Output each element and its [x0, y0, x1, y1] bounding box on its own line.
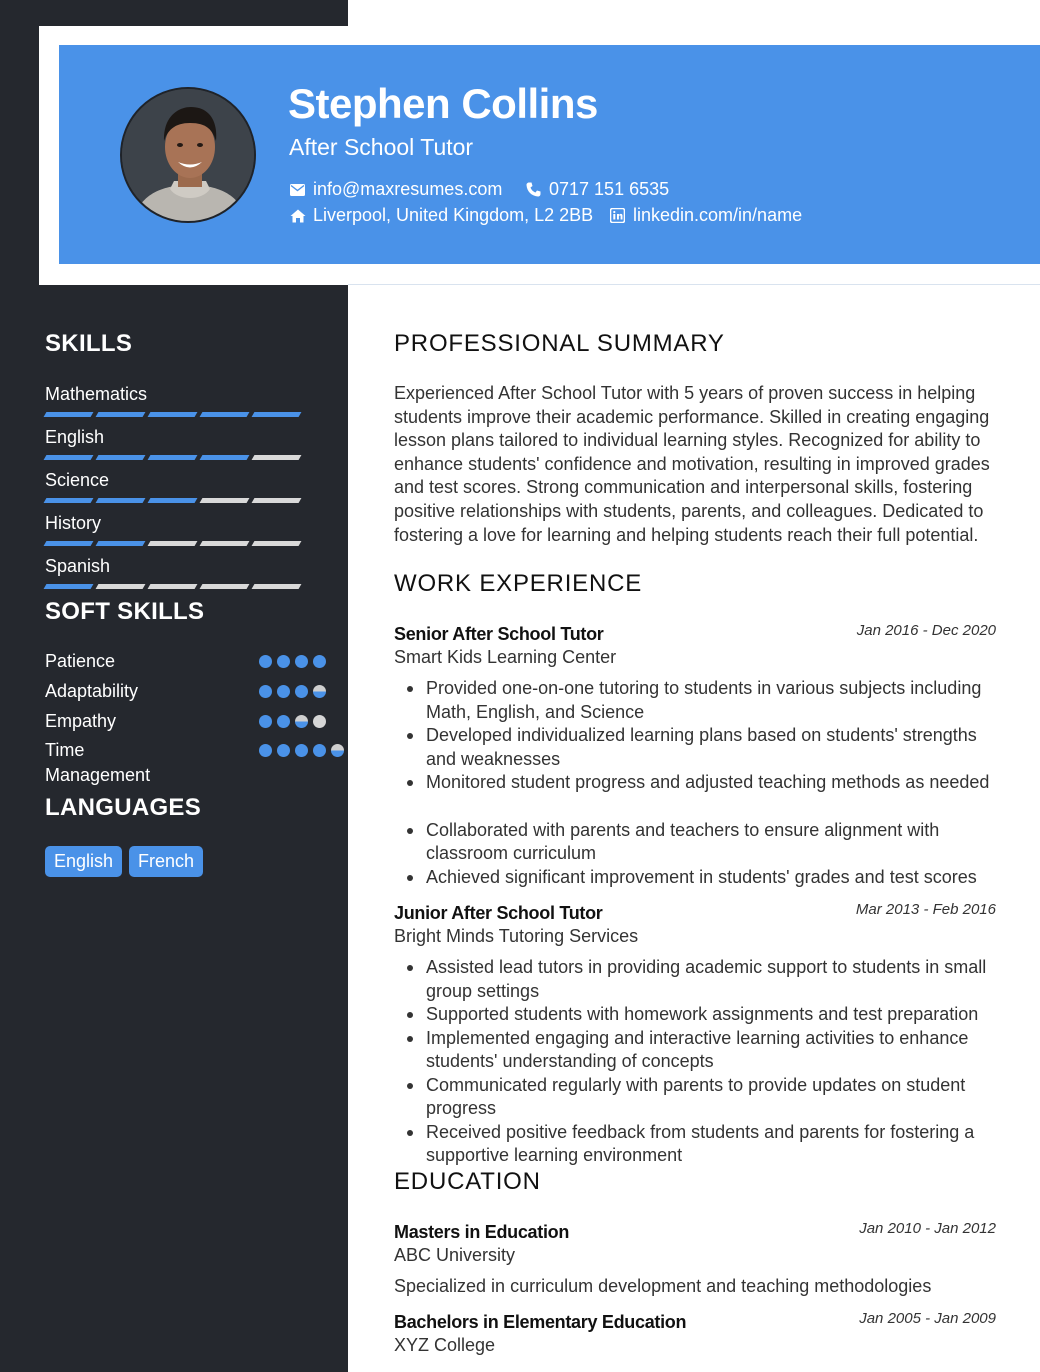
skill-item [45, 469, 305, 503]
soft-skill-dot [295, 744, 308, 757]
linkedin-icon [609, 207, 626, 224]
skill-level-bar [96, 412, 146, 417]
list-item: Achieved significant improvement in students' grades and test scores [426, 866, 1004, 890]
education-dates: Jan 2005 - Jan 2009 [859, 1310, 996, 1327]
soft-skill-name: Time [45, 740, 85, 760]
contact-phone[interactable] [525, 179, 669, 200]
skill-level-bar [252, 541, 302, 546]
contact-location [289, 205, 593, 226]
skill-level-bar [252, 584, 302, 589]
education-header [394, 1222, 996, 1266]
phone-icon [525, 181, 542, 198]
degree-name: Bachelors in Elementary Education [394, 1312, 687, 1332]
skill-item [45, 426, 305, 460]
skill-level-bar [148, 584, 198, 589]
school-name: ABC University [394, 1245, 516, 1265]
soft-skill-dots [259, 744, 344, 757]
candidate-title: After School Tutor [289, 134, 474, 160]
list-item: Implemented engaging and interactive learning activities to enhance students' understanding of concepts [426, 1027, 1004, 1074]
soft-skill-dot [259, 685, 272, 698]
contact-linkedin[interactable] [609, 205, 802, 226]
list-item: Assisted lead tutors in providing academic support to students in small group settings [426, 956, 1004, 1003]
soft-skill-name: Empathy [45, 711, 117, 731]
soft-skills-heading: SOFT SKILLS [45, 598, 205, 625]
soft-skill-dot [277, 655, 290, 668]
skill-name: History [45, 513, 102, 533]
job-company: Smart Kids Learning Center [394, 647, 617, 667]
skills-heading: SKILLS [45, 330, 133, 357]
contact-email[interactable] [289, 179, 502, 200]
skill-level-bars [45, 498, 305, 503]
degree-name: Masters in Education [394, 1222, 570, 1242]
soft-skill-item [45, 650, 295, 672]
skill-level-bar [44, 498, 94, 503]
education-header [394, 1312, 996, 1356]
skill-level-bars [45, 412, 305, 417]
job-bullets [426, 677, 1004, 889]
soft-skill-dot [259, 715, 272, 728]
job-bullets [426, 956, 1004, 1168]
skill-level-bar [96, 541, 146, 546]
skill-level-bar [96, 498, 146, 503]
skill-item [45, 512, 305, 546]
skill-name: Spanish [45, 556, 111, 576]
education-description: Specialized in curriculum development and teaching methodologies [394, 1276, 932, 1296]
candidate-name: Stephen Collins [288, 80, 598, 127]
contact-linkedin-text: linkedin.com/in/name [633, 205, 803, 225]
contact-email-text: info@maxresumes.com [313, 179, 503, 199]
soft-skill-dot [331, 744, 344, 757]
job-header [394, 903, 996, 947]
skill-level-bar [96, 455, 146, 460]
soft-skill-dot [295, 655, 308, 668]
languages-heading: LANGUAGES [45, 794, 202, 821]
envelope-icon [289, 181, 306, 198]
skill-level-bars [45, 584, 305, 589]
skill-level-bar [200, 412, 250, 417]
soft-skill-dot [277, 715, 290, 728]
soft-skill-dot [313, 715, 326, 728]
list-item: Provided one-on-one tutoring to students in various subjects including Math, English, and Science [426, 677, 1004, 724]
header-divider [348, 284, 1040, 285]
contact-location-text: Liverpool, United Kingdom, L2 2BB [313, 205, 594, 225]
soft-skill-dot [277, 685, 290, 698]
education-dates: Jan 2010 - Jan 2012 [859, 1220, 996, 1237]
list-item: Developed individualized learning plans based on students' strengths and weaknesses [426, 724, 1004, 771]
skill-level-bar [148, 541, 198, 546]
list-item: Supported students with homework assignments and test preparation [426, 1003, 1004, 1027]
list-item: Received positive feedback from students and parents for fostering a supportive learning environment [426, 1121, 1004, 1168]
skill-level-bar [200, 498, 250, 503]
skill-level-bar [44, 455, 94, 460]
soft-skill-dot [313, 685, 326, 698]
school-name: XYZ College [394, 1335, 496, 1355]
skill-level-bar [44, 412, 94, 417]
soft-skill-item [45, 710, 295, 732]
job-header [394, 624, 996, 668]
profile-photo [120, 87, 256, 223]
language-tag: English [45, 846, 122, 877]
list-item: Communicated regularly with parents to provide updates on student progress [426, 1074, 1004, 1121]
job-role: Senior After School Tutor [394, 624, 604, 644]
soft-skill-item [45, 739, 295, 789]
skill-level-bar [200, 541, 250, 546]
skill-name: Science [45, 470, 110, 490]
job-company: Bright Minds Tutoring Services [394, 926, 639, 946]
soft-skill-dot [295, 685, 308, 698]
soft-skill-item [45, 680, 295, 702]
skill-item [45, 383, 305, 417]
soft-skill-dots [259, 685, 326, 698]
home-icon [289, 207, 306, 224]
skill-name: English [45, 427, 105, 447]
soft-skill-dot [277, 744, 290, 757]
list-item: Monitored student progress and adjusted teaching methods as needed [426, 771, 1004, 795]
skill-level-bar [148, 455, 198, 460]
soft-skill-dot [295, 715, 308, 728]
language-tag: French [129, 846, 203, 877]
education-heading: EDUCATION [394, 1168, 541, 1195]
soft-skill-name: Management [45, 765, 151, 785]
skill-level-bar [252, 455, 302, 460]
soft-skill-dot [259, 655, 272, 668]
skill-level-bar [148, 412, 198, 417]
skill-level-bar [200, 455, 250, 460]
skill-level-bar [96, 584, 146, 589]
soft-skill-dots [259, 715, 326, 728]
skill-level-bars [45, 541, 305, 546]
soft-skill-dots [259, 655, 326, 668]
list-item: Collaborated with parents and teachers to ensure alignment with classroom curriculum [426, 819, 1004, 866]
job-dates: Jan 2016 - Dec 2020 [856, 622, 996, 639]
experience-heading: WORK EXPERIENCE [394, 570, 643, 597]
skill-level-bar [200, 584, 250, 589]
skill-level-bar [252, 412, 302, 417]
job-role: Junior After School Tutor [394, 903, 603, 923]
soft-skill-dot [313, 744, 326, 757]
skill-level-bar [252, 498, 302, 503]
soft-skill-name: Patience [45, 651, 116, 671]
skill-level-bars [45, 455, 305, 460]
summary-heading: PROFESSIONAL SUMMARY [394, 330, 725, 357]
skill-level-bar [148, 498, 198, 503]
soft-skill-dot [259, 744, 272, 757]
soft-skill-name: Adaptability [45, 681, 139, 701]
contact-phone-text: 0717 151 6535 [549, 179, 670, 199]
summary-text: Experienced After School Tutor with 5 years of proven success in helping students improve their academic performance. Skilled in creating engaging lesson plans tailored to individual learning styles. Recognized for ability to enhance students' confidence and motivation, resulting in improved grades and test scores. Strong communication and interpersonal skills, fostering positive relationships with students, parents, and colleagues. Dedicated to fostering a love for learning and helping students reach their full potential. [394, 383, 990, 545]
soft-skill-dot [313, 655, 326, 668]
skill-item [45, 555, 305, 589]
skill-level-bar [44, 584, 94, 589]
skill-name: Mathematics [45, 384, 148, 404]
skill-level-bar [44, 541, 94, 546]
job-dates: Mar 2013 - Feb 2016 [855, 901, 996, 918]
